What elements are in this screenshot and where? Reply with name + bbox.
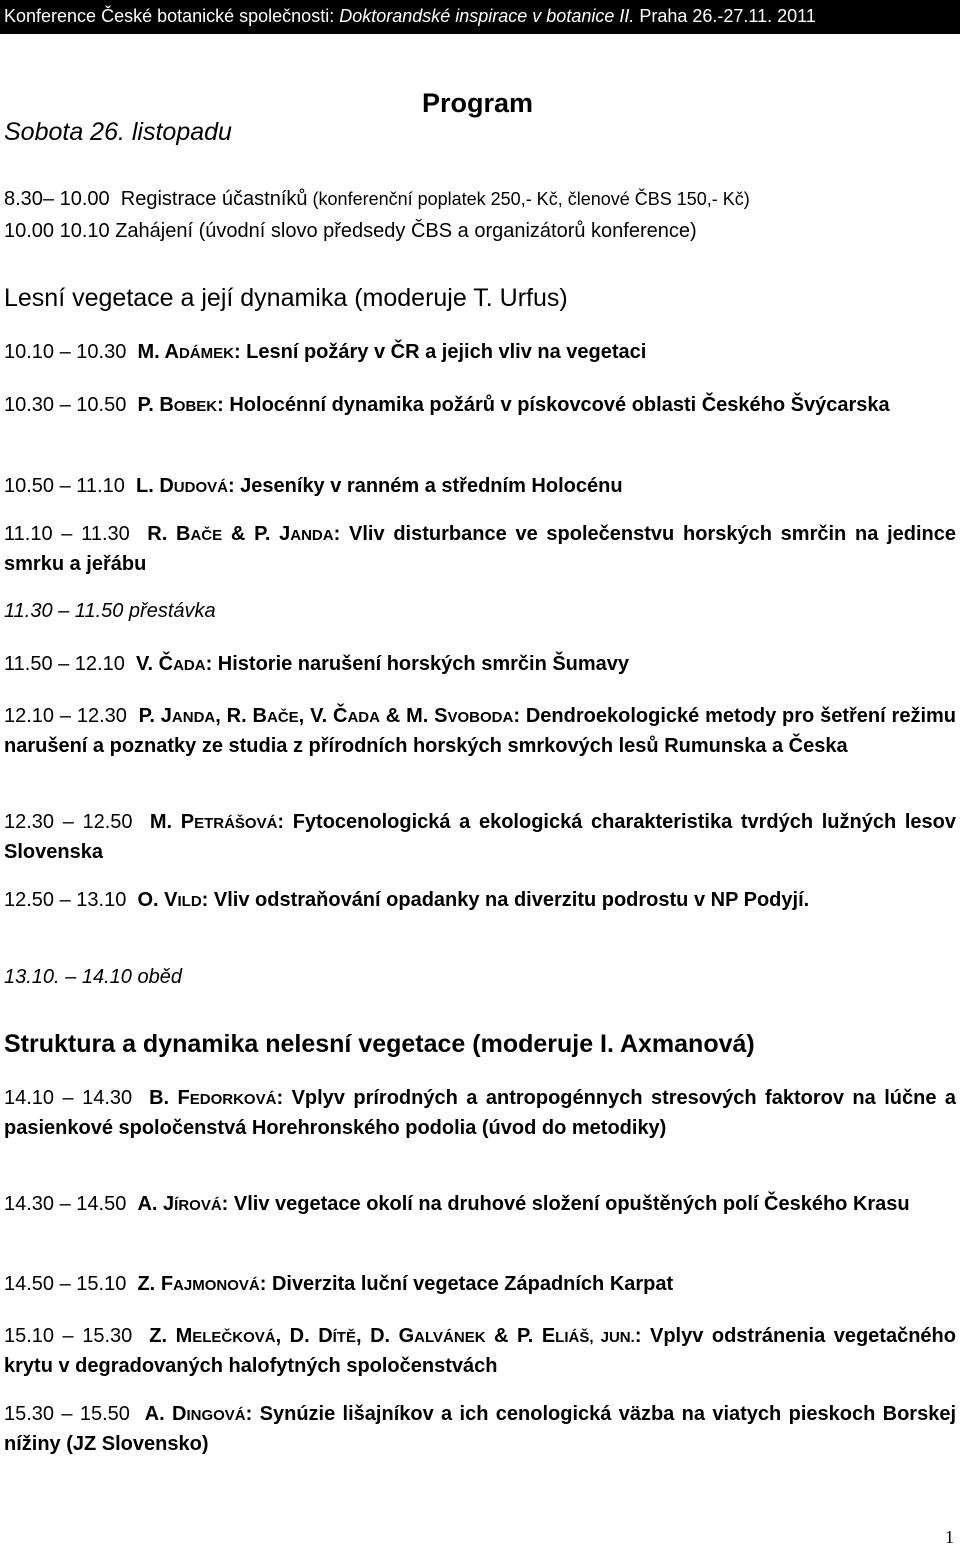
- talk-body: R. BAČE & P. JANDA: Vliv disturbance ve společenstvu horských smrčin na jedince smrku a jeřábu: [4, 523, 957, 575]
- page-number: 1: [945, 1527, 954, 1547]
- author-initial: Z.: [149, 1325, 176, 1347]
- author-surname: BOBEK: [159, 394, 218, 416]
- author-surname: BAČE: [176, 523, 223, 545]
- author-initial: P.: [517, 1325, 542, 1347]
- header-italic: Doktorandské inspirace v botanice II.: [339, 6, 635, 26]
- author-surname: DÍTĚ: [318, 1325, 356, 1347]
- author-surname: GALVÁNEK: [398, 1325, 486, 1347]
- author-initial: V.: [135, 653, 159, 675]
- author-surname: DINGOVÁ: [171, 1403, 246, 1425]
- talk-item: [4, 1322, 956, 1380]
- intro-item: 10.00 10.10 Zahájení (úvodní slovo předsedy ČBS a organizátorů konference): [4, 220, 697, 242]
- author-initial: D.: [289, 1325, 319, 1347]
- author-surname: ČADA: [332, 705, 380, 727]
- talk-item: [4, 472, 956, 502]
- talk-item: [4, 1084, 956, 1142]
- talk-body: A. DINGOVÁ: Synúzie lišajníkov a ich cenologická väzba na viatych pieskoch Borskej nížiny (JZ Slovensko): [4, 1403, 957, 1455]
- talk-item: [4, 1400, 956, 1458]
- talk-title: Synúzie lišajníkov a ich cenologická väzba na viatych pieskoch Borskej nížiny (JZ Slovensko): [4, 1403, 957, 1455]
- talk-item: [4, 520, 956, 578]
- author-surname: MELEČKOVÁ: [175, 1325, 276, 1347]
- author-surname: ČADA: [158, 653, 206, 675]
- talk-title: Diverzita luční vegetace Západních Karpat: [271, 1273, 674, 1295]
- header-prefix: Konference České botanické společnosti:: [4, 6, 340, 26]
- talk-title: Fytocenologická a ekologická charakteristika tvrdých lužných lesov Slovenska: [4, 811, 956, 863]
- talk-item: [4, 391, 956, 421]
- author-initial: P.: [254, 523, 280, 545]
- author-initial: O.: [137, 889, 165, 911]
- talk-body: P. JANDA, R. BAČE, V. ČADA & M. SVOBODA: Dendroekologické metody pro šetření režimu narušení a poznatky ze studia z přírodních horských smrkových lesů Rumunska a Česka: [4, 705, 957, 757]
- author-surname: FAJMONOVÁ: [160, 1273, 260, 1295]
- break-item: 11.30 – 11.50 přestávka: [4, 600, 216, 622]
- talk-title: Vliv odstraňování opadanky na diverzitu podrostu v NP Podyjí.: [213, 889, 810, 911]
- author-surname: DUDOVÁ: [159, 475, 228, 497]
- talk-body: A. JÍROVÁ: Vliv vegetace okolí na druhové složení opuštěných polí Českého Krasu: [137, 1193, 910, 1215]
- talk-item: [4, 1270, 956, 1300]
- talk-item: [4, 808, 956, 866]
- talk-body: M. PETRÁŠOVÁ: Fytocenologická a ekologická charakteristika tvrdých lužných lesov Slovenska: [4, 811, 956, 863]
- talk-time: 12.50 – 13.10: [4, 889, 127, 911]
- talk-title: Holocénní dynamika požárů v pískovcové oblasti Českého Švýcarska: [229, 394, 890, 416]
- section-title: Lesní vegetace a její dynamika (moderuje T. Urfus): [4, 284, 568, 312]
- author-initial: P.: [137, 394, 160, 416]
- lunch-item: 13.10. – 14.10 oběd: [4, 966, 182, 988]
- author-surname: PETRÁŠOVÁ: [180, 811, 278, 833]
- author-initial: A.: [137, 1193, 164, 1215]
- talk-time: 14.30 – 14.50: [4, 1193, 127, 1215]
- talk-body: P. BOBEK: Holocénní dynamika požárů v pískovcové oblasti Českého Švýcarska: [137, 394, 890, 416]
- author-surname: JANDA: [160, 705, 216, 727]
- talk-title: Historie narušení horských smrčin Šumavy: [217, 653, 630, 675]
- talk-body: B. FEDORKOVÁ: Vplyv prírodných a antropogénnych stresových faktorov na lúčne a pasienkové spoločenstvá Horehronského podolia (úvod do metodiky): [4, 1087, 957, 1139]
- author-initial: A.: [144, 1403, 172, 1425]
- talk-title: Lesní požáry v ČR a jejich vliv na vegetaci: [246, 341, 647, 363]
- talk-item: [4, 338, 956, 368]
- author-surname: ELIÁŠ, JUN.: [541, 1325, 635, 1347]
- talk-time: 10.10 – 10.30: [4, 341, 127, 363]
- talk-body: V. ČADA: Historie narušení horských smrčin Šumavy: [135, 653, 630, 675]
- author-surname: VILD: [164, 889, 202, 911]
- author-surname: JANDA: [279, 523, 334, 545]
- section-title: Struktura a dynamika nelesní vegetace (moderuje I. Axmanová): [4, 1030, 755, 1058]
- talk-body: O. VILD: Vliv odstraňování opadanky na diverzitu podrostu v NP Podyjí.: [137, 889, 810, 911]
- talk-item: [4, 650, 956, 680]
- talk-title: Vliv vegetace okolí na druhové složení opuštěných polí Českého Krasu: [233, 1193, 910, 1215]
- author-initial: P.: [138, 705, 161, 727]
- intro-item: 8.30– 10.00 Registrace účastníků (konferenční poplatek 250,- Kč, členové ČBS 150,- Kč): [4, 188, 750, 210]
- author-surname: JÍROVÁ: [163, 1193, 222, 1215]
- author-initial: Z.: [137, 1273, 161, 1295]
- talk-time: 12.10 – 12.30: [4, 705, 127, 727]
- talk-title: Jeseníky v ranném a středním Holocénu: [240, 475, 623, 497]
- talk-time: 10.30 – 10.50: [4, 394, 127, 416]
- page-header: [0, 0, 960, 34]
- talk-time: 10.50 – 11.10: [4, 475, 125, 497]
- talk-body: M. ADÁMEK: Lesní požáry v ČR a jejich vliv na vegetaci: [137, 341, 647, 363]
- talk-time: 12.30 – 12.50: [4, 811, 133, 833]
- talk-time: 11.10 – 11.30: [4, 523, 130, 545]
- talk-title: Vplyv odstránenia vegetačného krytu v degradovaných halofytných spoločenstvách: [4, 1325, 956, 1377]
- talk-title: Dendroekologické metody pro šetření režimu narušení a poznatky ze studia z přírodních horských smrkových lesů Rumunska a Česka: [4, 705, 957, 757]
- talk-body: L. DUDOVÁ: Jeseníky v ranném a středním Holocénu: [135, 475, 623, 497]
- talk-time: 11.50 – 12.10: [4, 653, 125, 675]
- author-initial: D.: [370, 1325, 399, 1347]
- author-surname: ADÁMEK: [164, 341, 234, 363]
- talk-item: [4, 1190, 956, 1220]
- program-title: Program: [422, 88, 534, 118]
- header-suffix: Praha 26.-27.11. 2011: [634, 6, 816, 26]
- author-initial: M.: [137, 341, 165, 363]
- author-initial: R.: [147, 523, 176, 545]
- talk-time: 14.10 – 14.30: [4, 1087, 133, 1109]
- author-surname: BAČE: [252, 705, 299, 727]
- talk-time: 15.30 – 15.50: [4, 1403, 130, 1425]
- talk-body: Z. MELEČKOVÁ, D. DÍTĚ, D. GALVÁNEK & P. ELIÁŠ, JUN.: Vplyv odstránenia vegetačného krytu v degradovaných halofytných spoločenstvách: [4, 1325, 956, 1377]
- author-initial: L.: [135, 475, 160, 497]
- talk-item: [4, 886, 956, 916]
- talk-title: Vplyv prírodných a antropogénnych stresových faktorov na lúčne a pasienkové spoločenstvá Horehronského podolia (úvod do metodiky): [4, 1087, 957, 1139]
- author-initial: B.: [149, 1087, 178, 1109]
- talk-item: [4, 702, 956, 760]
- talk-time: 15.10 – 15.30: [4, 1325, 133, 1347]
- talk-time: 14.50 – 15.10: [4, 1273, 127, 1295]
- talk-body: Z. FAJMONOVÁ: Diverzita luční vegetace Západních Karpat: [137, 1273, 674, 1295]
- author-surname: SVOBODA: [434, 705, 514, 727]
- author-initial: V.: [310, 705, 333, 727]
- author-initial: R.: [226, 705, 253, 727]
- author-surname: FEDORKOVÁ: [177, 1087, 277, 1109]
- author-initial: M.: [406, 705, 435, 727]
- day-heading: Sobota 26. listopadu: [4, 118, 232, 146]
- talk-title: Vliv disturbance ve společenstvu horských smrčin na jedince smrku a jeřábu: [4, 523, 957, 575]
- author-initial: M.: [149, 811, 181, 833]
